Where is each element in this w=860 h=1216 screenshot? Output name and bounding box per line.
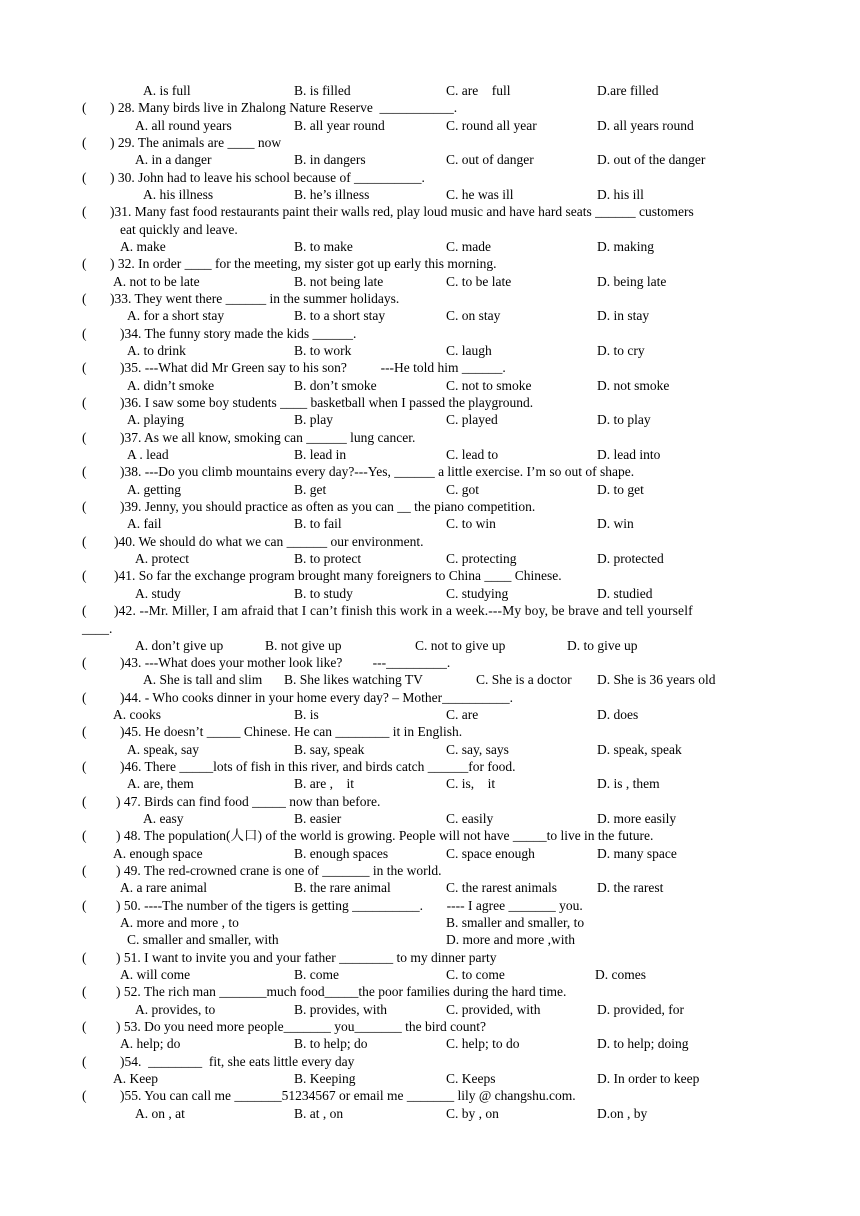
question-continuation xyxy=(0,221,860,239)
question-text: )54. ________ fit, she eats little every day xyxy=(120,1054,355,1069)
options-row xyxy=(0,515,860,533)
question-text: )36. I saw some boy students ____ basketball when I passed the playground. xyxy=(120,395,534,410)
option-a: A. in a danger xyxy=(135,152,212,167)
option-a: A. more and more , to xyxy=(120,915,239,930)
answer-paren: ( xyxy=(82,655,87,670)
answer-paren: ( xyxy=(82,1019,87,1034)
answer-paren: ( xyxy=(82,898,87,913)
options-row xyxy=(0,1035,860,1053)
answer-paren: ( xyxy=(82,499,87,514)
question-text: ) 49. The red-crowned crane is one of _______ in the world. xyxy=(116,863,442,878)
option-a: A. speak, say xyxy=(127,742,199,757)
question-text: )34. The funny story made the kids ______. xyxy=(120,326,357,341)
question-line xyxy=(0,654,860,672)
question-text: )37. As we all know, smoking can ______ lung cancer. xyxy=(120,430,416,445)
option-b: B. enough spaces xyxy=(294,846,389,861)
question-line xyxy=(0,429,860,447)
question-text: ) 28. Many birds live in Zhalong Nature Reserve ___________. xyxy=(110,100,458,115)
option-b: B. is filled xyxy=(294,83,351,98)
answer-paren: ( xyxy=(82,326,87,341)
option-d: D. is , them xyxy=(597,776,660,791)
question-text-cont: ____. xyxy=(82,621,113,636)
question-line xyxy=(0,758,860,776)
option-c: C. are xyxy=(446,707,479,722)
option-a: A. getting xyxy=(127,482,181,497)
answer-paren: ( xyxy=(82,291,87,306)
option-d: D. to get xyxy=(597,482,644,497)
options-row xyxy=(0,238,860,256)
question-line xyxy=(0,1053,860,1071)
answer-paren: ( xyxy=(82,690,87,705)
option-d: D. studied xyxy=(597,586,653,601)
question-text: ) 53. Do you need more people_______ you_______ the bird count? xyxy=(116,1019,487,1034)
option-d: D. in stay xyxy=(597,308,650,323)
question-line xyxy=(0,567,860,585)
options-row xyxy=(0,671,860,689)
option-c: C. on stay xyxy=(446,308,501,323)
answer-paren: ( xyxy=(82,170,87,185)
option-b: B. not give up xyxy=(265,638,342,653)
option-c: C. not to smoke xyxy=(446,378,532,393)
option-b: B. get xyxy=(294,482,327,497)
question-text: ) 52. The rich man _______much food_____the poor families during the hard time. xyxy=(116,984,567,999)
question-line xyxy=(0,533,860,551)
option-b: B. to work xyxy=(294,343,352,358)
option-d: D. speak, speak xyxy=(597,742,682,757)
answer-paren: ( xyxy=(82,794,87,809)
option-d: D. not smoke xyxy=(597,378,670,393)
question-line xyxy=(0,1087,860,1105)
option-d: D. to play xyxy=(597,412,651,427)
question-line xyxy=(0,983,860,1001)
question-text: ) 50. ----The number of the tigers is getting __________. ---- I agree _______ you. xyxy=(116,898,583,913)
options-row xyxy=(0,446,860,464)
answer-paren: ( xyxy=(82,950,87,965)
option-b: B. to study xyxy=(294,586,353,601)
question-text: )31. Many fast food restaurants paint their walls red, play loud music and have hard seats ______ customers xyxy=(110,204,694,219)
option-a: A. cooks xyxy=(113,707,161,722)
option-c: C. got xyxy=(446,482,480,497)
answer-paren: ( xyxy=(82,360,87,375)
question-text: ) 32. In order ____ for the meeting, my sister got up early this morning. xyxy=(110,256,497,271)
option-c: C. provided, with xyxy=(446,1002,541,1017)
option-a: A. enough space xyxy=(113,846,203,861)
options-row xyxy=(0,550,860,568)
option-a: A. don’t give up xyxy=(135,638,224,653)
option-c: C. Keeps xyxy=(446,1071,496,1086)
options-row xyxy=(0,1105,860,1123)
question-text: )38. ---Do you climb mountains every day?---Yes, ______ a little exercise. I’m so out of shape. xyxy=(120,464,635,479)
options-row xyxy=(0,377,860,395)
option-d: D.are filled xyxy=(597,83,659,98)
option-b: B. to fail xyxy=(294,516,342,531)
answer-paren: ( xyxy=(82,828,87,843)
option-c: C. studying xyxy=(446,586,509,601)
option-a: A. Keep xyxy=(113,1071,158,1086)
question-text: ) 29. The animals are ____ now xyxy=(110,135,282,150)
option-d: D. provided, for xyxy=(597,1002,684,1017)
option-b: B. Keeping xyxy=(294,1071,356,1086)
option-c: C. to win xyxy=(446,516,496,531)
answer-paren: ( xyxy=(82,464,87,479)
option-d: D. to give up xyxy=(567,638,638,653)
option-b: B. he’s illness xyxy=(294,187,370,202)
options-row xyxy=(0,879,860,897)
option-b: B. don’t smoke xyxy=(294,378,377,393)
options-row xyxy=(0,411,860,429)
question-text: )45. He doesn’t _____ Chinese. He can ________ it in English. xyxy=(120,724,463,739)
question-text: ) 51. I want to invite you and your father ________ to my dinner party xyxy=(116,950,497,965)
option-b: B. to help; do xyxy=(294,1036,368,1051)
options-row xyxy=(0,1001,860,1019)
option-c: C. by , on xyxy=(446,1106,499,1121)
option-a: A. will come xyxy=(120,967,191,982)
option-c: C. he was ill xyxy=(446,187,514,202)
option-b: B. to protect xyxy=(294,551,362,566)
question-text: ) 47. Birds can find food _____ now than before. xyxy=(116,794,381,809)
options-row xyxy=(0,810,860,828)
question-line xyxy=(0,498,860,516)
answer-paren: ( xyxy=(82,204,87,219)
options-row xyxy=(0,273,860,291)
options-row xyxy=(0,706,860,724)
options-row xyxy=(0,117,860,135)
option-a: A. She is tall and slim xyxy=(143,672,263,687)
options-row xyxy=(0,82,860,100)
answer-paren: ( xyxy=(82,759,87,774)
option-b: B. come xyxy=(294,967,339,982)
question-line xyxy=(0,394,860,412)
option-c: C. smaller and smaller, with xyxy=(127,932,279,947)
question-text: )35. ---What did Mr Green say to his son? ---He told him ______. xyxy=(120,360,506,375)
option-d: D. She is 36 years old xyxy=(597,672,716,687)
question-line xyxy=(0,862,860,880)
option-c: C. to be late xyxy=(446,274,512,289)
option-c: C. made xyxy=(446,239,491,254)
question-continuation xyxy=(0,620,860,638)
question-text: ) 30. John had to leave his school because of __________. xyxy=(110,170,425,185)
question-line xyxy=(0,203,860,221)
option-b: B. play xyxy=(294,412,333,427)
option-a: A. his illness xyxy=(143,187,214,202)
option-c: C. not to give up xyxy=(415,638,506,653)
option-b: B. are , it xyxy=(294,776,354,791)
option-d: D. comes xyxy=(595,967,646,982)
option-a: A. protect xyxy=(135,551,189,566)
option-a: A. playing xyxy=(127,412,184,427)
question-line xyxy=(0,949,860,967)
answer-paren: ( xyxy=(82,534,87,549)
question-line xyxy=(0,325,860,343)
option-a: A. are, them xyxy=(127,776,194,791)
answer-paren: ( xyxy=(82,568,87,583)
question-text: )33. They went there ______ in the summer holidays. xyxy=(110,291,400,306)
option-a: A. easy xyxy=(143,811,184,826)
answer-paren: ( xyxy=(82,603,87,618)
option-a: A. all round years xyxy=(135,118,232,133)
option-b: B. She likes watching TV xyxy=(284,672,423,687)
options-row xyxy=(0,914,860,932)
option-a: A. didn’t smoke xyxy=(127,378,215,393)
question-line xyxy=(0,723,860,741)
question-text: )44. - Who cooks dinner in your home every day? – Mother__________. xyxy=(120,690,514,705)
question-text: )39. Jenny, you should practice as often as you can __ the piano competition. xyxy=(120,499,536,514)
option-c: C. She is a doctor xyxy=(476,672,572,687)
answer-paren: ( xyxy=(82,256,87,271)
question-text: )46. There _____lots of fish in this river, and birds catch ______for food. xyxy=(120,759,516,774)
options-row xyxy=(0,151,860,169)
option-b: B. say, speak xyxy=(294,742,365,757)
answer-paren: ( xyxy=(82,724,87,739)
option-b: B. the rare animal xyxy=(294,880,391,895)
option-c: C. laugh xyxy=(446,343,492,358)
answer-paren: ( xyxy=(82,1088,87,1103)
option-c: C. lead to xyxy=(446,447,499,462)
options-row xyxy=(0,966,860,984)
question-line xyxy=(0,793,860,811)
question-line xyxy=(0,602,860,620)
option-b: B. easier xyxy=(294,811,342,826)
option-b: B. in dangers xyxy=(294,152,366,167)
answer-paren: ( xyxy=(82,863,87,878)
options-row xyxy=(0,931,860,949)
option-b: B. to a short stay xyxy=(294,308,386,323)
answer-paren: ( xyxy=(82,135,87,150)
option-d: D. In order to keep xyxy=(597,1071,700,1086)
answer-paren: ( xyxy=(82,1054,87,1069)
option-d: D. more and more ,with xyxy=(446,932,575,947)
option-a: A. not to be late xyxy=(113,274,200,289)
options-row xyxy=(0,481,860,499)
question-line xyxy=(0,290,860,308)
option-d: D. his ill xyxy=(597,187,644,202)
option-c: C. is, it xyxy=(446,776,496,791)
options-row xyxy=(0,585,860,603)
question-line xyxy=(0,134,860,152)
option-d: D. all years round xyxy=(597,118,694,133)
option-d: D. being late xyxy=(597,274,667,289)
options-row xyxy=(0,775,860,793)
option-d: D.on , by xyxy=(597,1106,648,1121)
question-line xyxy=(0,359,860,377)
option-a: A . lead xyxy=(127,447,169,462)
options-row xyxy=(0,307,860,325)
options-row xyxy=(0,186,860,204)
option-c: C. round all year xyxy=(446,118,537,133)
question-line xyxy=(0,169,860,187)
option-b: B. not being late xyxy=(294,274,384,289)
option-a: A. a rare animal xyxy=(120,880,207,895)
option-c: C. help; to do xyxy=(446,1036,520,1051)
question-line xyxy=(0,99,860,117)
question-text: )41. So far the exchange program brought many foreigners to China ____ Chinese. xyxy=(114,568,562,583)
question-line xyxy=(0,897,860,915)
option-c: C. played xyxy=(446,412,498,427)
options-row xyxy=(0,342,860,360)
option-a: A. fail xyxy=(127,516,162,531)
option-a: A. for a short stay xyxy=(127,308,225,323)
options-row xyxy=(0,845,860,863)
option-a: A. help; do xyxy=(120,1036,181,1051)
option-c: C. are full xyxy=(446,83,511,98)
option-d: D. protected xyxy=(597,551,664,566)
question-line xyxy=(0,689,860,707)
option-c: C. out of danger xyxy=(446,152,534,167)
option-a: A. to drink xyxy=(127,343,186,358)
option-c: C. say, says xyxy=(446,742,509,757)
option-b: B. lead in xyxy=(294,447,347,462)
option-b: B. at , on xyxy=(294,1106,344,1121)
question-line xyxy=(0,827,860,845)
option-d: D. the rarest xyxy=(597,880,664,895)
question-line xyxy=(0,1018,860,1036)
question-line xyxy=(0,255,860,273)
option-b: B. smaller and smaller, to xyxy=(446,915,585,930)
option-a: A. is full xyxy=(143,83,191,98)
option-d: D. win xyxy=(597,516,634,531)
answer-paren: ( xyxy=(82,100,87,115)
option-c: C. protecting xyxy=(446,551,517,566)
option-c: C. the rarest animals xyxy=(446,880,557,895)
answer-paren: ( xyxy=(82,395,87,410)
answer-paren: ( xyxy=(82,430,87,445)
question-text-cont: eat quickly and leave. xyxy=(120,222,238,237)
question-text: )40. We should do what we can ______ our environment. xyxy=(114,534,424,549)
question-text: ) 48. The population(人口) of the world is growing. People will not have _____to live in the future. xyxy=(116,828,654,843)
option-b: B. all year round xyxy=(294,118,385,133)
option-c: C. space enough xyxy=(446,846,535,861)
option-d: D. making xyxy=(597,239,654,254)
option-a: A. provides, to xyxy=(135,1002,216,1017)
option-b: B. is xyxy=(294,707,319,722)
option-a: A. make xyxy=(120,239,166,254)
option-c: C. easily xyxy=(446,811,494,826)
options-row xyxy=(0,637,860,655)
option-c: C. to come xyxy=(446,967,505,982)
options-row xyxy=(0,741,860,759)
question-text: )42. --Mr. Miller, I am afraid that I can’t finish this work in a week.---My boy, be brave and tell yourself xyxy=(114,603,693,618)
option-d: D. more easily xyxy=(597,811,677,826)
option-d: D. to cry xyxy=(597,343,645,358)
option-a: A. on , at xyxy=(135,1106,185,1121)
question-text: )43. ---What does your mother look like? ---_________. xyxy=(120,655,451,670)
option-d: D. does xyxy=(597,707,639,722)
option-b: B. provides, with xyxy=(294,1002,387,1017)
option-d: D. many space xyxy=(597,846,677,861)
question-text: )55. You can call me _______51234567 or email me _______ lily @ changshu.com. xyxy=(120,1088,576,1103)
option-d: D. lead into xyxy=(597,447,661,462)
answer-paren: ( xyxy=(82,984,87,999)
option-d: D. out of the danger xyxy=(597,152,706,167)
question-line xyxy=(0,463,860,481)
option-b: B. to make xyxy=(294,239,353,254)
option-d: D. to help; doing xyxy=(597,1036,689,1051)
options-row xyxy=(0,1070,860,1088)
option-a: A. study xyxy=(135,586,181,601)
